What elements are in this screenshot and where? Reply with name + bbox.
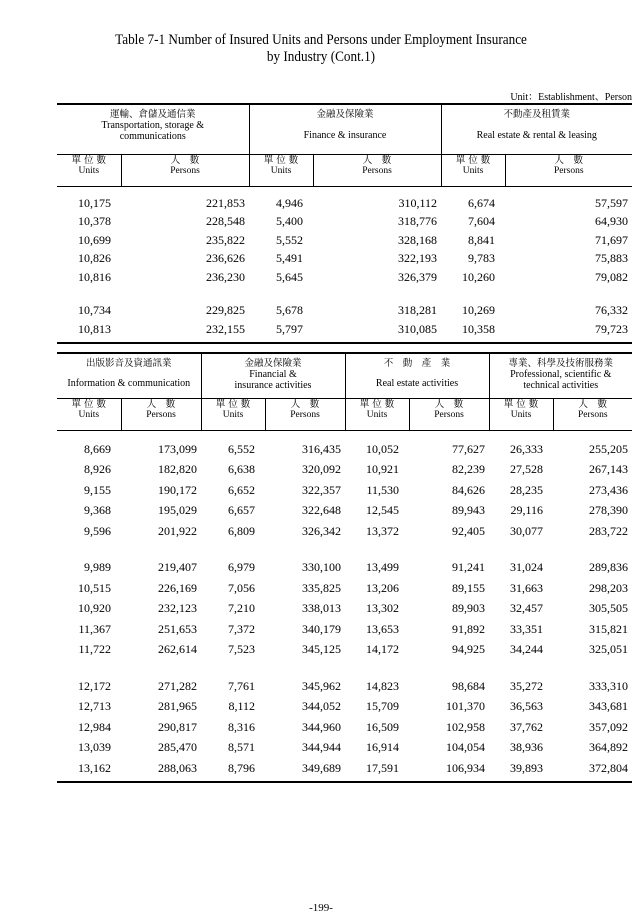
subheader-en: Units xyxy=(462,165,484,176)
subheader-persons xyxy=(553,398,632,430)
table-cell: 10,826 xyxy=(78,251,111,265)
table-cell: 79,723 xyxy=(595,321,629,336)
table-cell: 6,809 xyxy=(228,523,255,538)
table-cell: 326,379 xyxy=(398,269,437,284)
table-cell: 190,172 xyxy=(158,482,197,497)
group-en: Professional, scientific & technical activities xyxy=(510,369,612,391)
subheader-persons xyxy=(265,398,345,430)
table-cell: 316,435 xyxy=(302,441,341,456)
table-cell: 7,523 xyxy=(228,642,255,656)
table-cell: 5,552 xyxy=(276,232,303,247)
table-cell: 345,962 xyxy=(302,678,341,693)
table-cell: 340,179 xyxy=(302,621,341,636)
table-cell: 98,684 xyxy=(452,678,485,693)
subheader-units xyxy=(201,398,265,430)
table-cell: 15,709 xyxy=(366,699,399,713)
group-en: Real estate activities xyxy=(375,378,459,389)
subheader-units xyxy=(345,398,409,430)
subheader-zh: 人 數 xyxy=(362,154,392,166)
table-cell: 325,051 xyxy=(589,642,628,656)
table-cell: 281,965 xyxy=(158,699,197,713)
table-cell: 344,052 xyxy=(302,699,341,713)
table-cell: 322,648 xyxy=(302,503,341,517)
table-cell: 6,552 xyxy=(228,441,255,456)
subheader-en: Persons xyxy=(577,409,608,420)
table-cell: 10,921 xyxy=(366,462,399,476)
table-cell: 13,653 xyxy=(366,621,399,636)
subheader-en: Persons xyxy=(553,165,584,176)
subheader-zh: 單 位 數 xyxy=(503,398,539,410)
table-cell: 10,052 xyxy=(366,441,399,456)
table-cell: 33,351 xyxy=(510,621,543,636)
table-cell: 10,175 xyxy=(78,195,111,210)
subheader-units xyxy=(489,398,553,430)
group-en: Finance & insurance xyxy=(303,130,387,141)
group-header-row xyxy=(57,353,632,398)
table-row xyxy=(57,673,632,694)
table-cell: 14,823 xyxy=(366,678,399,693)
table-lower-body xyxy=(57,430,632,782)
table-cell: 7,761 xyxy=(228,678,255,693)
table-cell: 232,155 xyxy=(206,321,245,336)
group-en: Information & communication xyxy=(67,378,191,389)
subheader-persons xyxy=(409,398,489,430)
subheader-zh: 人 數 xyxy=(578,398,607,410)
group-header xyxy=(345,353,489,398)
table-cell: 8,112 xyxy=(228,699,255,713)
group-zh: 金融及保險業 xyxy=(244,358,302,369)
table-cell: 13,206 xyxy=(366,580,399,595)
group-header xyxy=(249,104,441,154)
table-cell: 349,689 xyxy=(302,760,341,775)
table-cell: 345,125 xyxy=(302,642,341,656)
row-spacer xyxy=(57,285,632,300)
group-en: Real estate & rental & leasing xyxy=(476,130,597,141)
table-cell: 9,783 xyxy=(468,251,495,265)
table-row xyxy=(57,318,632,337)
table-cell: 9,155 xyxy=(84,482,111,497)
table-cell: 16,509 xyxy=(366,719,399,734)
table-cell: 11,722 xyxy=(78,642,111,656)
group-zh: 專業、科學及技術服務業 xyxy=(508,358,613,369)
table-cell: 26,333 xyxy=(510,441,543,456)
group-zh: 金融及保險業 xyxy=(316,109,374,120)
table-cell: 57,597 xyxy=(595,195,629,210)
table-row xyxy=(57,735,632,756)
table-upper xyxy=(57,103,632,344)
table-cell: 318,281 xyxy=(398,303,437,317)
table-cell: 357,092 xyxy=(589,719,628,734)
subheader-zh: 單 位 數 xyxy=(263,154,299,166)
table-cell: 32,457 xyxy=(510,601,543,615)
table-cell: 5,400 xyxy=(276,214,303,228)
table-cell: 38,936 xyxy=(510,740,543,754)
table-cell: 9,368 xyxy=(84,503,111,517)
table-cell: 8,841 xyxy=(468,232,495,247)
subheader-zh: 單 位 數 xyxy=(71,398,107,410)
table-cell: 17,591 xyxy=(366,760,399,775)
table-cell: 328,168 xyxy=(398,232,437,247)
row-spacer xyxy=(57,337,632,343)
table-cell: 6,979 xyxy=(228,560,255,574)
group-zh: 不動產及租賃業 xyxy=(503,109,571,120)
table-cell: 89,903 xyxy=(452,601,485,615)
group-en: Financial & insurance activities xyxy=(234,369,312,391)
table-cell: 10,269 xyxy=(462,303,495,317)
table-row xyxy=(57,518,632,539)
table-cell: 34,244 xyxy=(510,642,543,656)
table-cell: 7,056 xyxy=(228,580,255,595)
table-cell: 13,499 xyxy=(366,560,399,574)
row-spacer xyxy=(57,776,632,782)
table-cell: 271,282 xyxy=(158,678,197,693)
table-cell: 37,762 xyxy=(510,719,543,734)
table-cell: 310,085 xyxy=(398,321,437,336)
table-cell: 298,203 xyxy=(589,580,628,595)
table-cell: 64,930 xyxy=(595,214,629,228)
table-cell: 13,372 xyxy=(366,523,399,538)
table-cell: 10,378 xyxy=(78,214,111,228)
table-row xyxy=(57,555,632,576)
table-cell: 305,505 xyxy=(589,601,628,615)
table-cell: 28,235 xyxy=(510,482,543,497)
table-row xyxy=(57,575,632,596)
table-cell: 31,024 xyxy=(510,560,543,574)
table-cell: 285,470 xyxy=(158,740,197,754)
table-cell: 7,372 xyxy=(228,621,255,636)
table-cell: 343,681 xyxy=(589,699,628,713)
group-header xyxy=(57,353,201,398)
table-cell: 10,358 xyxy=(462,321,495,336)
table-cell: 318,776 xyxy=(398,214,437,228)
page-number: -199- xyxy=(309,902,333,914)
table-cell: 5,491 xyxy=(276,251,303,265)
table-cell: 10,734 xyxy=(78,303,111,317)
table-cell: 229,825 xyxy=(206,303,245,317)
table-cell: 6,674 xyxy=(468,195,495,210)
subheader-zh: 人 數 xyxy=(290,398,320,410)
table-cell: 104,054 xyxy=(446,740,485,754)
table-cell: 4,946 xyxy=(276,195,303,210)
table-cell: 84,626 xyxy=(452,482,485,497)
row-spacer xyxy=(57,657,632,673)
table-cell: 11,530 xyxy=(366,482,399,497)
table-row xyxy=(57,694,632,715)
table-cell: 6,638 xyxy=(228,462,255,476)
table-cell: 273,436 xyxy=(589,482,628,497)
table-cell: 267,143 xyxy=(589,462,628,476)
table-cell: 228,548 xyxy=(206,214,245,228)
subheader-zh: 單 位 數 xyxy=(215,398,251,410)
subheader-en: Persons xyxy=(434,409,464,420)
table-row xyxy=(57,596,632,617)
group-header-row xyxy=(57,104,632,154)
table-cell: 101,370 xyxy=(446,699,485,713)
table-cell: 290,817 xyxy=(158,719,197,734)
subheader-en: Persons xyxy=(362,165,392,176)
title-line-2: by Industry (Cont.1) xyxy=(266,49,376,65)
table-cell: 30,077 xyxy=(510,523,543,538)
table-cell: 91,892 xyxy=(452,621,485,636)
table-cell: 102,958 xyxy=(446,719,485,734)
table-row xyxy=(57,430,632,457)
table-cell: 8,316 xyxy=(228,719,255,734)
table-cell: 330,100 xyxy=(302,560,341,574)
table-row xyxy=(57,477,632,498)
table-row xyxy=(57,300,632,319)
table-cell: 35,272 xyxy=(510,678,543,693)
subheader-en: Persons xyxy=(290,409,320,420)
table-cell: 71,697 xyxy=(595,232,629,247)
table-cell: 335,825 xyxy=(302,580,341,595)
group-en: Transportation, storage & communications xyxy=(101,120,205,142)
table-row xyxy=(57,616,632,637)
table-cell: 288,063 xyxy=(158,760,197,775)
table-cell: 236,230 xyxy=(206,269,245,284)
subheader-zh: 單 位 數 xyxy=(359,398,395,410)
table-cell: 27,528 xyxy=(510,462,543,476)
table-cell: 12,545 xyxy=(366,503,399,517)
table-cell: 77,627 xyxy=(452,441,485,456)
table-cell: 344,960 xyxy=(302,719,341,734)
table-cell: 89,943 xyxy=(452,503,485,517)
unit-label: Unit：Establishment、Person xyxy=(510,92,632,103)
table-cell: 14,172 xyxy=(366,642,399,656)
table-cell: 221,853 xyxy=(206,195,245,210)
table-cell: 36,563 xyxy=(510,699,543,713)
table-cell: 251,653 xyxy=(158,621,197,636)
subheader-en: Persons xyxy=(146,409,176,420)
table-cell: 13,039 xyxy=(78,740,111,754)
subheader-row xyxy=(57,398,632,430)
table-cell: 283,722 xyxy=(589,523,628,538)
table-cell: 173,099 xyxy=(158,441,197,456)
table-row xyxy=(57,186,632,211)
table-cell: 76,332 xyxy=(595,303,629,317)
group-zh: 出版影音及資通訊業 xyxy=(85,358,172,369)
subheader-units xyxy=(249,154,313,186)
table-cell: 7,210 xyxy=(228,601,255,615)
table-cell: 31,663 xyxy=(510,580,543,595)
subheader-units xyxy=(57,398,121,430)
table-cell: 10,515 xyxy=(78,580,111,595)
table-cell: 10,816 xyxy=(78,269,111,284)
table-cell: 201,922 xyxy=(158,523,197,538)
table-cell: 226,169 xyxy=(158,580,197,595)
table-cell: 5,797 xyxy=(276,321,303,336)
subheader-en: Units xyxy=(222,409,244,420)
table-cell: 326,342 xyxy=(302,523,341,538)
table-cell: 9,596 xyxy=(84,523,111,538)
subheader-en: Units xyxy=(510,409,532,420)
table-cell: 182,820 xyxy=(158,462,197,476)
table-cell: 10,260 xyxy=(462,269,495,284)
table-cell: 262,614 xyxy=(158,642,197,656)
table-cell: 255,205 xyxy=(589,441,628,456)
subheader-en: Persons xyxy=(170,165,200,176)
subheader-units xyxy=(57,154,121,186)
subheader-en: Units xyxy=(78,409,100,420)
subheader-zh: 單 位 數 xyxy=(455,154,491,166)
table-cell: 322,193 xyxy=(398,251,437,265)
table-cell: 322,357 xyxy=(302,482,341,497)
table-row xyxy=(57,457,632,478)
table-cell: 8,571 xyxy=(228,740,255,754)
table-cell: 195,029 xyxy=(158,503,197,517)
group-header xyxy=(57,104,249,154)
table-upper-body xyxy=(57,186,632,343)
table-cell: 8,796 xyxy=(228,760,255,775)
table-row xyxy=(57,211,632,230)
table-cell: 13,162 xyxy=(78,760,111,775)
table-cell: 235,822 xyxy=(206,232,245,247)
table-cell: 6,652 xyxy=(228,482,255,497)
table-cell: 7,604 xyxy=(468,214,495,228)
group-header xyxy=(489,353,632,398)
table-cell: 106,934 xyxy=(446,760,485,775)
table-cell: 5,678 xyxy=(276,303,303,317)
table-row xyxy=(57,266,632,285)
table-cell: 12,172 xyxy=(78,678,111,693)
table-cell: 6,657 xyxy=(228,503,255,517)
table-cell: 13,302 xyxy=(366,601,399,615)
table-cell: 12,984 xyxy=(78,719,111,734)
table-cell: 344,944 xyxy=(302,740,341,754)
table-cell: 16,914 xyxy=(366,740,399,754)
subheader-persons xyxy=(121,398,201,430)
table-cell: 232,123 xyxy=(158,601,197,615)
table-cell: 338,013 xyxy=(302,601,341,615)
table-cell: 320,092 xyxy=(302,462,341,476)
subheader-row xyxy=(57,154,632,186)
table-cell: 94,925 xyxy=(452,642,485,656)
table-cell: 12,713 xyxy=(78,699,111,713)
table-cell: 236,626 xyxy=(206,251,245,265)
table-cell: 333,310 xyxy=(589,678,628,693)
row-spacer xyxy=(57,539,632,555)
table-cell: 289,836 xyxy=(589,560,628,574)
group-zh: 不 動 產 業 xyxy=(383,358,451,369)
table-cell: 310,112 xyxy=(398,195,437,210)
table-cell: 39,893 xyxy=(510,760,543,775)
table-cell: 278,390 xyxy=(589,503,628,517)
table-cell: 8,669 xyxy=(84,441,111,456)
table-row xyxy=(57,755,632,776)
subheader-zh: 人 數 xyxy=(434,398,464,410)
table-cell: 10,920 xyxy=(78,601,111,615)
subheader-zh: 單 位 數 xyxy=(71,154,107,166)
subheader-en: Units xyxy=(78,165,100,176)
table-cell: 8,926 xyxy=(84,462,111,476)
table-row xyxy=(57,498,632,519)
table-cell: 364,892 xyxy=(589,740,628,754)
title-line-1: Table 7-1 Number of Insured Units and Persons under Employment Insurance xyxy=(115,32,527,48)
table-row xyxy=(57,637,632,658)
subheader-persons xyxy=(313,154,441,186)
table-cell: 219,407 xyxy=(158,560,197,574)
table-row xyxy=(57,229,632,248)
table-cell: 89,155 xyxy=(452,580,485,595)
table-cell: 29,116 xyxy=(510,503,543,517)
subheader-zh: 人 數 xyxy=(554,154,584,166)
table-cell: 92,405 xyxy=(452,523,485,538)
table-cell: 91,241 xyxy=(452,560,485,574)
table-cell: 10,699 xyxy=(78,232,111,247)
subheader-zh: 人 數 xyxy=(170,154,200,166)
table-row xyxy=(57,714,632,735)
table-cell: 10,813 xyxy=(78,321,111,336)
table-cell: 372,804 xyxy=(589,760,628,775)
subheader-units xyxy=(441,154,505,186)
subheader-persons xyxy=(121,154,249,186)
group-zh: 運輸、倉儲及通信業 xyxy=(109,109,196,120)
subheader-en: Units xyxy=(366,409,388,420)
table-cell: 82,239 xyxy=(452,462,485,476)
table-title xyxy=(39,32,604,66)
subheader-en: Units xyxy=(270,165,292,176)
table-cell: 79,082 xyxy=(595,269,629,284)
table-lower xyxy=(57,352,632,783)
table-cell: 315,821 xyxy=(589,621,628,636)
table-cell: 75,883 xyxy=(595,251,629,265)
table-cell: 5,645 xyxy=(276,269,303,284)
table-cell: 9,989 xyxy=(84,560,111,574)
group-header xyxy=(441,104,632,154)
table-row xyxy=(57,248,632,267)
group-header xyxy=(201,353,345,398)
table-cell: 11,367 xyxy=(78,621,111,636)
subheader-zh: 人 數 xyxy=(146,398,176,410)
subheader-persons xyxy=(505,154,632,186)
